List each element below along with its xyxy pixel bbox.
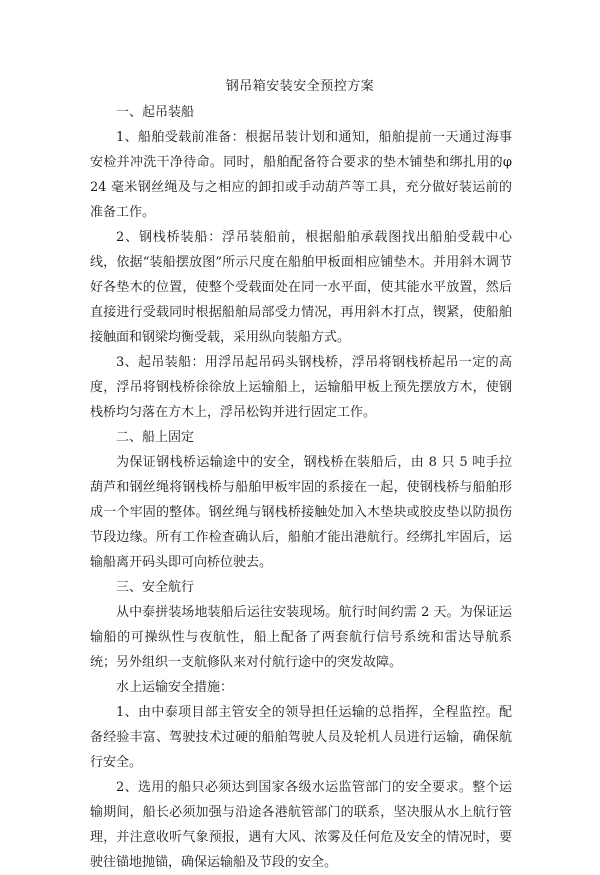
paragraph: 从中泰拼装场地装船后运往安装现场。航行时间约需 2 天。为保证运输船的可操纵性与夜航性，船上配备了两套航行信号系统和雷达导航系统；另外组织一支航修队来对付航行途中的突发故障。 <box>90 605 512 670</box>
section-heading: 三、安全航行 <box>116 580 195 595</box>
document-title: 钢吊箱安装安全预控方案 <box>225 79 375 94</box>
paragraph: 1、由中泰项目部主管安全的领导担任运输的总指挥，全程监控。配备经验丰富、驾驶技术过硬的船舶驾驶人员及轮机人员进行运输，确保航行安全。 <box>90 705 512 770</box>
section-heading: 二、船上固定 <box>116 430 195 445</box>
paragraph: 1、船舶受载前准备：根据吊装计划和通知，船舶提前一天通过海事安检并冲洗干净待命。同时，船舶配备符合要求的垫木铺垫和绑扎用的φ 24 毫米钢丝绳及与之相应的卸扣或手动葫芦等工具，充分做好装运前的准备工作。 <box>90 130 512 220</box>
section-heading: 一、起吊装船 <box>116 105 195 120</box>
paragraph: 3、起吊装船：用浮吊起吊码头钢栈桥，浮吊将钢栈桥起吊一定的高度，浮吊将钢栈桥徐徐放上运输船上，运输船甲板上预先摆放方木，使钢栈桥均匀落在方木上，浮吊松钩并进行固定工作。 <box>90 355 512 420</box>
paragraph: 为保证钢栈桥运输途中的安全，钢栈桥在装船后，由 8 只 5 吨手拉葫芦和钢丝绳将钢栈桥与船舶甲板牢固的系接在一起，使钢栈桥与船舶形成一个牢固的整体。钢丝绳与钢栈桥接触处加入木垫块或胶皮垫以防损伤节段边缘。所有工作检查确认后，船舶才能出港航行。经绑扎牢固后，运输船离开码头即可向桥位驶去。 <box>90 455 512 570</box>
paragraph: 2、选用的船只必须达到国家各级水运监管部门的安全要求。整个运输期间，船长必须加强与沿途各港航管部门的联系，坚决服从水上航行管理，并注意收听气象预报，遇有大风、浓雾及任何危及安全的情况时，要驶往锚地抛锚，确保运输船及节段的安全。 <box>90 780 512 870</box>
paragraph: 水上运输安全措施： <box>116 680 234 695</box>
paragraph: 2、钢栈桥装船：浮吊装船前，根据船舶承载图找出船舶受载中心线，依据“装船摆放图”所示尺度在船舶甲板面相应铺垫木。并用斜木调节好各垫木的位置，使整个受载面处在同一水平面，使其能水平放置，然后直接进行受载同时根据船舶局部受力情况，再用斜木打点，锲紧，使船舶接触面和钢梁均衡受载，采用纵向装船方式。 <box>90 230 512 345</box>
document-body <box>90 100 512 875</box>
